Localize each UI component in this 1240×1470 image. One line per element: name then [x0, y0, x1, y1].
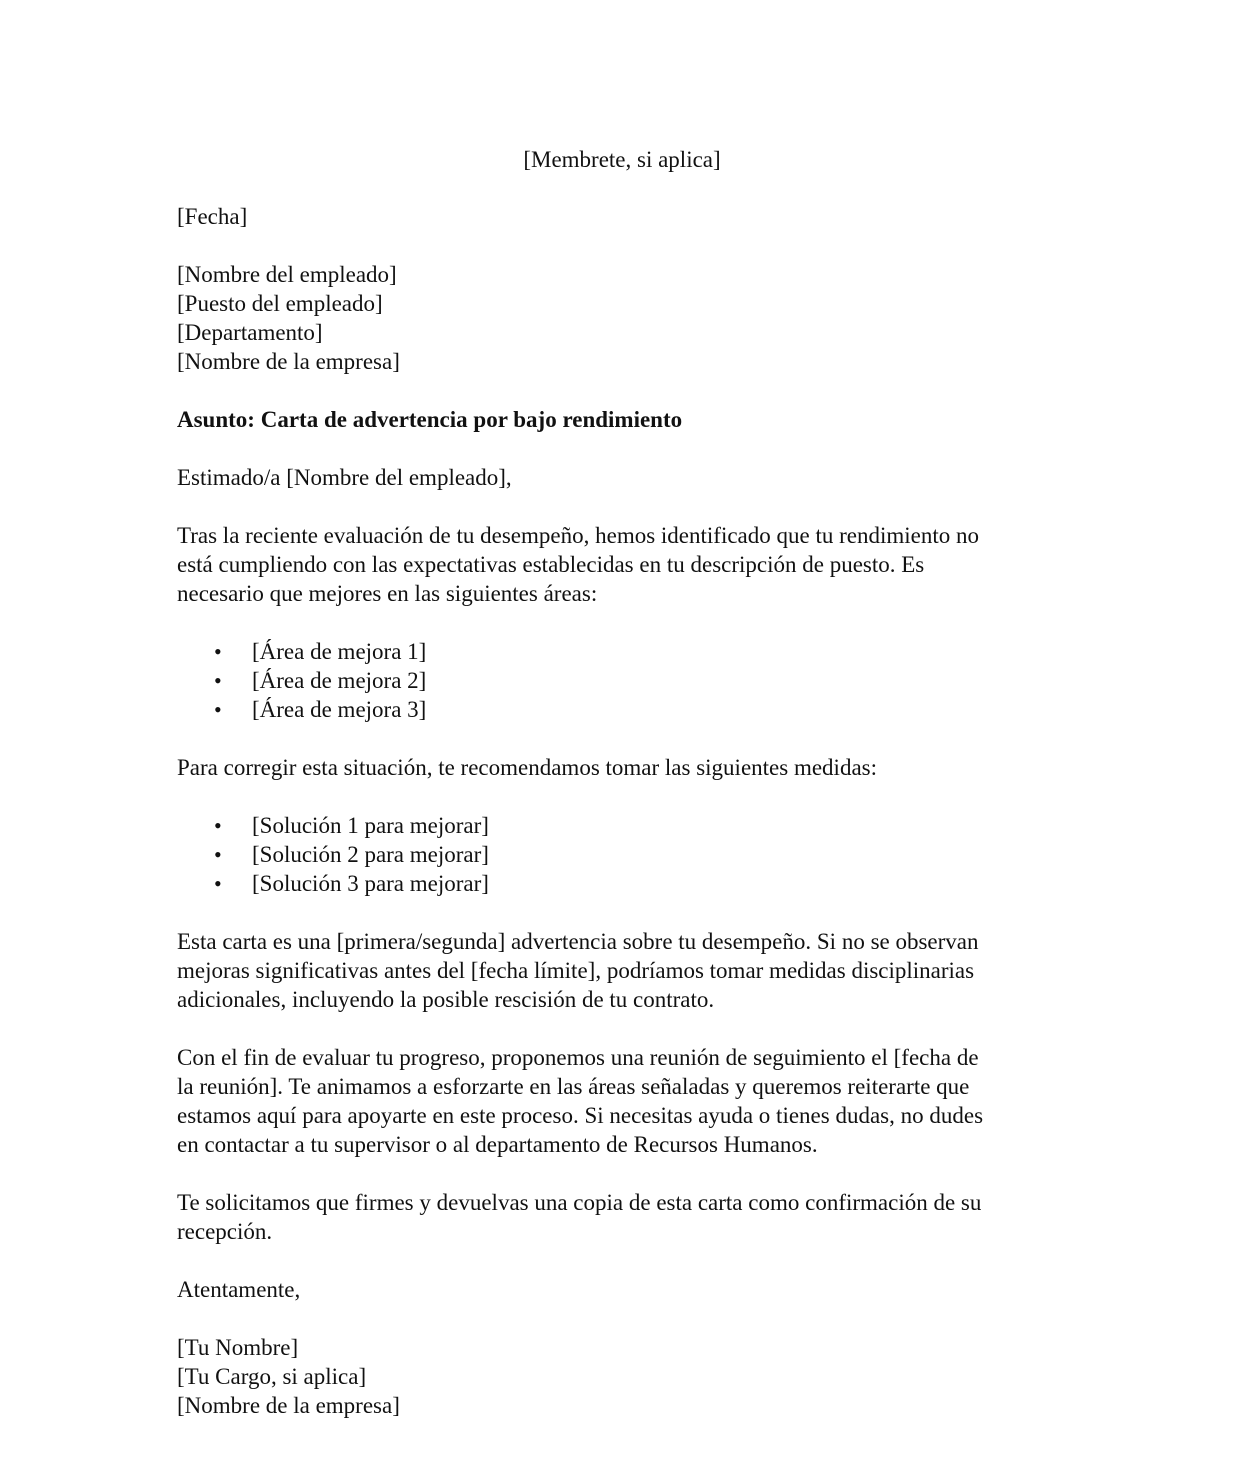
signature-block	[177, 1333, 1067, 1420]
paragraph-line: Con el fin de evaluar tu progreso, proponemos una reunión de seguimiento el [fecha de	[177, 1045, 979, 1070]
recipient-department: [Departamento]	[177, 320, 323, 345]
paragraph-line: mejoras significativas antes del [fecha límite], podríamos tomar medidas disciplinarias	[177, 958, 975, 983]
letterhead: [Membrete, si aplica]	[523, 147, 721, 172]
bullet-icon: •	[214, 668, 222, 693]
recipient-block	[177, 260, 1067, 376]
warning-paragraph	[177, 927, 1067, 1014]
recipient-company: [Nombre de la empresa]	[177, 349, 400, 374]
improvement-areas-list	[177, 637, 1067, 724]
letter-page	[177, 145, 1067, 1420]
recipient-position: [Puesto del empleado]	[177, 291, 383, 316]
improvement-area-text: [Área de mejora 3]	[252, 697, 427, 722]
signature-name: [Tu Nombre]	[177, 1335, 299, 1360]
bullet-icon: •	[214, 871, 222, 896]
list-item	[177, 869, 1067, 898]
list-item	[177, 695, 1067, 724]
bullet-icon: •	[214, 813, 222, 838]
paragraph-line: la reunión]. Te animamos a esforzarte en las áreas señaladas y queremos reiterarte que	[177, 1074, 970, 1099]
improvement-area-text: [Área de mejora 1]	[252, 639, 427, 664]
list-item	[177, 666, 1067, 695]
intro-paragraph	[177, 521, 1067, 608]
paragraph-line: en contactar a tu supervisor o al departamento de Recursos Humanos.	[177, 1132, 818, 1157]
bullet-icon: •	[214, 697, 222, 722]
solution-text: [Solución 2 para mejorar]	[252, 842, 489, 867]
solution-text: [Solución 3 para mejorar]	[252, 871, 489, 896]
paragraph-line: estamos aquí para apoyarte en este proceso. Si necesitas ayuda o tienes dudas, no dudes	[177, 1103, 984, 1128]
paragraph-line: está cumpliendo con las expectativas establecidas en tu descripción de puesto. Es	[177, 552, 925, 577]
solution-text: [Solución 1 para mejorar]	[252, 813, 489, 838]
closing: Atentamente,	[177, 1277, 301, 1302]
list-item	[177, 637, 1067, 666]
paragraph-line: Te solicitamos que firmes y devuelvas una copia de esta carta como confirmación de su	[177, 1190, 982, 1215]
request-paragraph	[177, 1188, 1067, 1246]
paragraph-line: Tras la reciente evaluación de tu desempeño, hemos identificado que tu rendimiento no	[177, 523, 979, 548]
letter-subject: Asunto: Carta de advertencia por bajo rendimiento	[177, 407, 683, 432]
signature-company: [Nombre de la empresa]	[177, 1393, 400, 1418]
paragraph-line: necesario que mejores en las siguientes áreas:	[177, 581, 598, 606]
followup-paragraph	[177, 1043, 1067, 1159]
improvement-area-text: [Área de mejora 2]	[252, 668, 427, 693]
signature-title: [Tu Cargo, si aplica]	[177, 1364, 367, 1389]
letter-date: [Fecha]	[177, 204, 248, 229]
greeting: Estimado/a [Nombre del empleado],	[177, 465, 512, 490]
measures-intro: Para corregir esta situación, te recomendamos tomar las siguientes medidas:	[177, 755, 877, 780]
list-item	[177, 840, 1067, 869]
solutions-list	[177, 811, 1067, 898]
list-item	[177, 811, 1067, 840]
bullet-icon: •	[214, 842, 222, 867]
bullet-icon: •	[214, 639, 222, 664]
paragraph-line: adicionales, incluyendo la posible rescisión de tu contrato.	[177, 987, 715, 1012]
paragraph-line: recepción.	[177, 1219, 273, 1244]
paragraph-line: Esta carta es una [primera/segunda] advertencia sobre tu desempeño. Si no se observan	[177, 929, 979, 954]
recipient-name: [Nombre del empleado]	[177, 262, 397, 287]
